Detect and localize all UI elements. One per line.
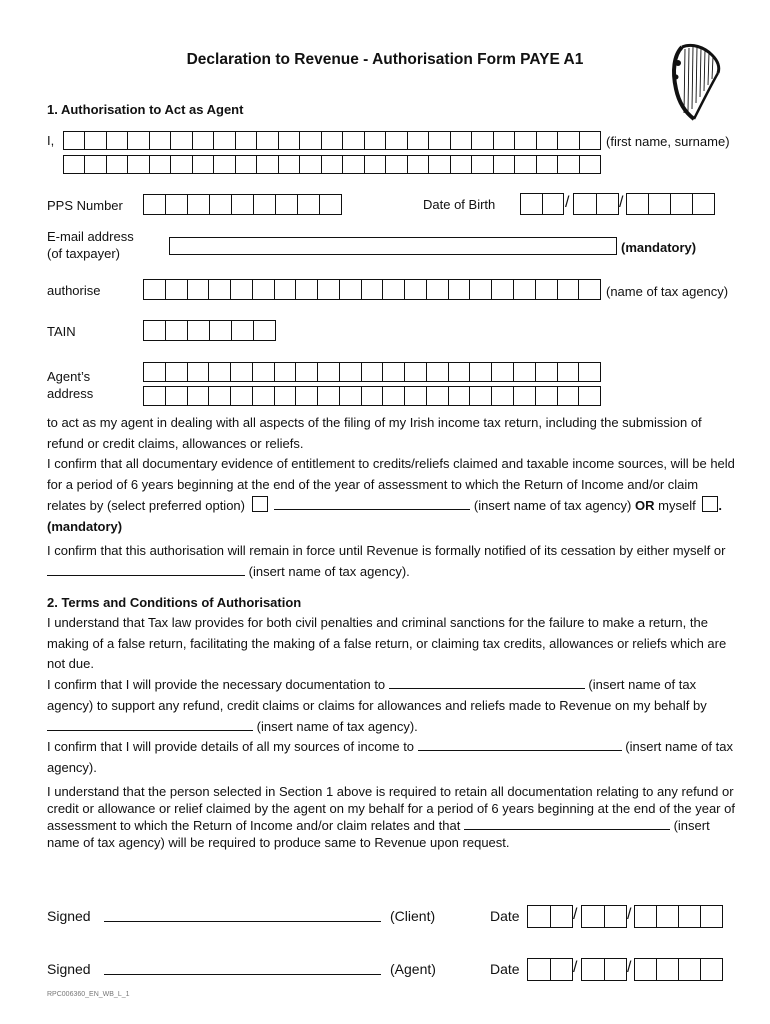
client-date-month-boxes[interactable] <box>581 905 627 928</box>
section-2-body <box>47 613 737 779</box>
income-insert-hint: (insert name of tax agency). <box>47 739 733 775</box>
agent-address-boxes-line-2[interactable] <box>143 386 601 406</box>
dob-day-boxes[interactable] <box>520 193 564 215</box>
tax-agency-boxes[interactable] <box>143 279 601 300</box>
agent-address-label-2: address <box>47 386 94 401</box>
agent-date-day-boxes[interactable] <box>527 958 573 981</box>
page-title: Declaration to Revenue - Authorisation Form PAYE A1 <box>186 51 584 68</box>
income-sources-agency-blank[interactable] <box>418 738 622 751</box>
retain-insert-hint: (insert name of tax agency) will be required to produce same to Revenue upon request. <box>47 818 710 850</box>
client-label: (Client) <box>390 908 436 924</box>
agency-hint: (name of tax agency) <box>606 284 729 299</box>
preferred-option-text: I confirm that all documentary evidence of entitlement to credits/reliefs claimed and taxable income sources, will be held for a period of 6 years beginning at the end of the year of assessment to which the Return of Income and/or claim relates by (select preferred option) <box>47 456 735 513</box>
footer-code: RPC006360_EN_WB_L_1 <box>47 991 130 998</box>
section-1-paragraph-2 <box>47 454 737 537</box>
dob-year-boxes[interactable] <box>626 193 715 215</box>
or-text: OR <box>635 497 655 513</box>
agent-label: (Agent) <box>390 961 436 977</box>
name-hint: (first name, surname) <box>606 134 730 149</box>
retain-documentation-paragraph <box>47 783 737 851</box>
authorise-label: authorise <box>47 283 101 298</box>
cessation-agency-blank[interactable] <box>47 563 245 576</box>
myself-text: myself <box>658 497 696 513</box>
dob-slash-1: / <box>565 194 570 211</box>
agent-address-boxes-line-1[interactable] <box>143 362 601 382</box>
cessation-insert-hint: (insert name of tax agency). <box>248 563 410 579</box>
first-name-boxes[interactable] <box>63 131 601 150</box>
retain-agency-blank[interactable] <box>464 817 670 830</box>
agent-date-month-boxes[interactable] <box>581 958 627 981</box>
section-2-paragraph-3 <box>47 737 737 778</box>
option-mandatory: . (mandatory) <box>47 497 722 534</box>
insert-agency-hint: (insert name of tax agency) <box>473 497 632 513</box>
section-2-paragraph-2 <box>47 675 737 737</box>
agent-signature-line[interactable] <box>104 974 381 975</box>
documentation-text-2: (insert name of tax agency) to support any refund, credit claims or claims for allowances and reliefs made to Revenue on my behalf by <box>47 677 707 713</box>
harp-emblem-icon <box>668 41 726 123</box>
section-1-heading: 1. Authorisation to Act as Agent <box>47 102 244 117</box>
behalf-insert-hint: (insert name of tax agency). <box>256 718 418 734</box>
behalf-agency-blank[interactable] <box>47 718 253 731</box>
section-2-heading: 2. Terms and Conditions of Authorisation <box>47 595 302 610</box>
dob-label: Date of Birth <box>423 197 496 212</box>
section-1-paragraph-3 <box>47 541 737 582</box>
cessation-text: I confirm that this authorisation will remain in force until Revenue is formally notified of its cessation by either myself or <box>47 543 726 559</box>
pps-number-boxes[interactable] <box>143 194 342 215</box>
email-field[interactable] <box>169 237 617 255</box>
documentation-text: I confirm that I will provide the necessary documentation to <box>47 677 386 693</box>
client-date-slash-1: / <box>573 906 578 923</box>
client-date-year-boxes[interactable] <box>634 905 723 928</box>
signed-agent-label: Signed <box>47 961 91 977</box>
signed-client-label: Signed <box>47 908 91 924</box>
surname-boxes[interactable] <box>63 155 601 174</box>
email-label-2: (of taxpayer) <box>47 246 120 261</box>
section-1-body <box>47 413 737 583</box>
section-2-paragraph-1: I understand that Tax law provides for both civil penalties and criminal sanctions for the failure to make a return, the making of a false return, facilitating the making of a false return, or claiming tax credits, allowances or reliefs which are not due. <box>47 615 727 672</box>
section-2-paragraph-4 <box>47 783 737 851</box>
i-label: I, <box>47 133 55 148</box>
agent-date-slash-2: / <box>627 959 632 976</box>
email-mandatory: (mandatory) <box>621 240 697 255</box>
section-1-paragraph-1: to act as my agent in dealing with all aspects of the filing of my Irish income tax return, including the submission of refund or credit claims, allowances or reliefs. <box>47 415 702 451</box>
client-date-day-boxes[interactable] <box>527 905 573 928</box>
dob-month-boxes[interactable] <box>573 193 619 215</box>
agency-option-checkbox[interactable] <box>252 496 268 512</box>
tain-label: TAIN <box>47 324 76 339</box>
client-date-label: Date <box>490 908 520 924</box>
agent-date-slash-1: / <box>573 959 578 976</box>
agent-address-label-1: Agent’s <box>47 369 91 384</box>
tain-boxes[interactable] <box>143 320 276 341</box>
income-sources-text: I confirm that I will provide details of all my sources of income to <box>47 739 415 755</box>
retain-documentation-text: I understand that the person selected in Section 1 above is required to retain all documentation relating to any refund or credit or allowance or relief claimed by the agent on my behalf for a period of 6 years beginning at the end of the year of assessment to which the Return of Income and/or claim relates and that <box>47 784 735 833</box>
agency-option-blank[interactable] <box>274 497 470 510</box>
email-label-1: E-mail address <box>47 229 134 244</box>
documentation-agency-blank[interactable] <box>389 676 585 689</box>
agent-date-label: Date <box>490 961 520 977</box>
pps-label: PPS Number <box>47 198 123 213</box>
myself-option-checkbox[interactable] <box>702 496 718 512</box>
client-signature-line[interactable] <box>104 921 381 922</box>
agent-date-year-boxes[interactable] <box>634 958 723 981</box>
client-date-slash-2: / <box>627 906 632 923</box>
dob-slash-2: / <box>619 194 624 211</box>
